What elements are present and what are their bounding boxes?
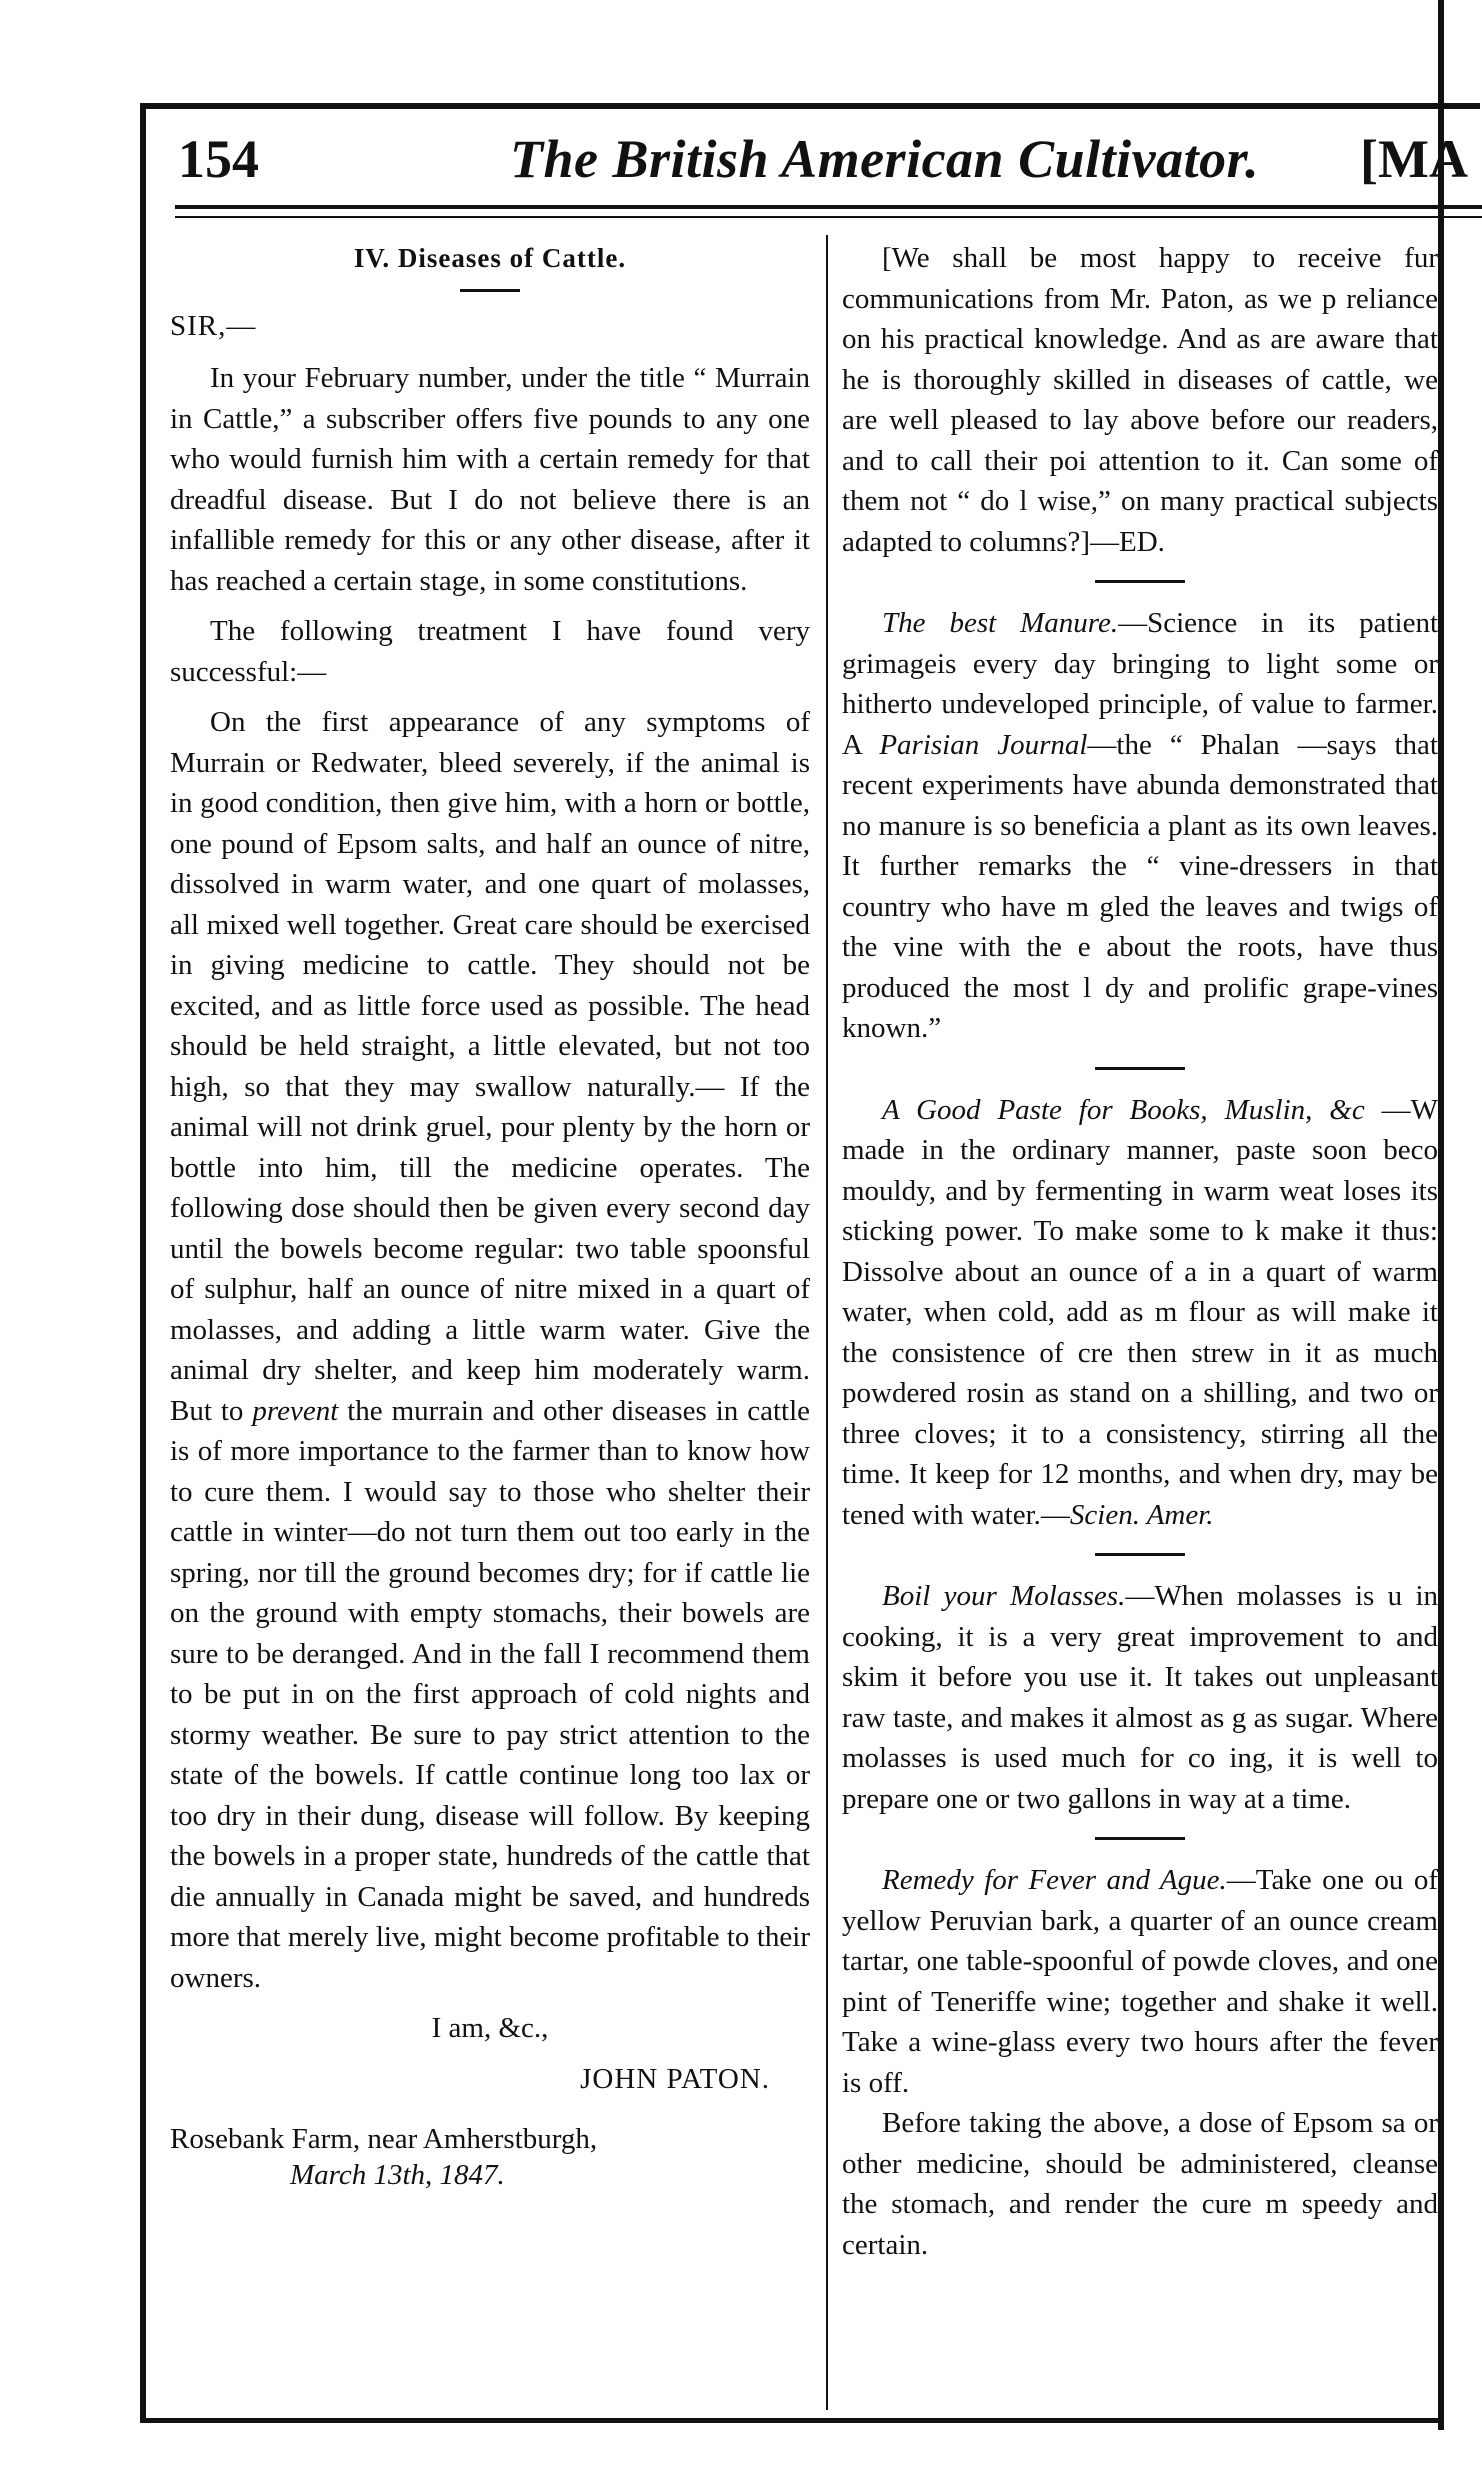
manure-text-2: —the “ Phalan —says that recent experiments have abunda demonstrated that no manure is so beneficia a plant as its own leaves. It further remarks the “ vine-dressers in that country who have m gled the leaves and twigs of the vine with the e about the roots, have thus produced the most l dy and prolific grape-vines known.” — [842, 728, 1438, 1044]
paragraph-2: The following treatment I have found very successful:— — [170, 615, 810, 688]
fever-article-2: Before taking the above, a dose of Epsom sa or other medicine, should be administered, cleanse the stomach, and render the cure m speedy and certain. — [842, 2107, 1438, 2261]
signature: JOHN PATON. — [580, 2062, 770, 2095]
heading-dash — [460, 289, 520, 292]
dateline — [170, 2121, 810, 2193]
closing: I am, &c., — [431, 2012, 549, 2044]
fever-text: —Take one ou of yellow Peruvian bark, a quarter of an ounce cream tartar, one table-spoonful of powde cloves, and one pint of Teneriffe wine; together and shake it well. Take a wine-glass every two hours after the fever is off. — [842, 1864, 1438, 2099]
separator-4 — [1095, 1837, 1185, 1840]
paste-text: —W made in the ordinary manner, paste soon beco mouldy, and by fermenting in warm weat loses its sticking power. To make some to k make it thus: Dissolve about an ounce of a in a quart of warm water, when cold, add as m flour as will make it the consistence of cre then strew in it as much powdered rosin as stand on a shilling, and two or three cloves; it to a consistency, stirring all the time. It keep for 12 months, and when dry, may be tened with water.— — [842, 1093, 1438, 1531]
fever-article — [842, 1860, 1438, 2103]
place-name: Rosebank Farm, near Amherstburgh, — [170, 2123, 598, 2155]
paste-article — [842, 1090, 1438, 1536]
page-header — [150, 122, 1482, 202]
separator-1 — [1095, 580, 1185, 583]
molasses-article — [842, 1576, 1438, 1819]
separator-2 — [1095, 1067, 1185, 1070]
article-heading: IV. Diseases of Cattle. — [353, 243, 627, 273]
manure-article — [842, 603, 1438, 1049]
paragraph-3 — [170, 702, 810, 1998]
top-border-rule — [140, 103, 1480, 109]
paragraph-3-part-b: the murrain and other diseases in cattle is of more importance to the farmer than to know how to cure them. I would say to those who shelter their cattle in winter—do not turn them out too early in the spring, nor till the ground becomes dry; for if cattle lie on the ground with empty stomachs, their bowels are sure to be deranged. And in the fall I recommend them to be put in on the first approach of cold nights and stormy weather. Be sure to pay strict attention to the state of the bowels. If cattle continue long too lax or too dry in their dung, disease will follow. By keeping the bowels in a proper state, hundreds of the cattle that die annually in Canada might be saved, and hundreds more that merely live, might become profitable to their owners. — [170, 1394, 810, 1994]
manure-journal: Parisian Journal — [879, 728, 1088, 761]
right-column — [842, 238, 1438, 2265]
separator-3 — [1095, 1553, 1185, 1556]
header-bottom-rule — [175, 205, 1482, 209]
paragraph-3-part-a: On the first appearance of any symptoms of Murrain or Redwater, bleed severely, if the animal is in good condition, then give him, with a horn or bottle, one pound of Epsom salts, and half an ounce of nitre, dissolved in warm water, and one quart of molasses, all mixed well together. Great care should be exercised in giving medicine to cattle. They should not be excited, and as little force used as possible. The head should be held straight, a little elevated, but not too high, so that they may swallow naturally.— If the animal will not drink gruel, pour plenty by the horn or bottle into him, till the medicine operates. The following dose should then be given every second day until the bowels become regular: two table spoonsful of sulphur, half an ounce of nitre mixed in a quart of molasses, and adding a little warm water. Give the animal dry shelter, and keep him moderately warm. But to — [170, 706, 810, 1427]
publication-title: The British American Cultivator. — [510, 129, 1260, 189]
emphasis-prevent: prevent — [252, 1394, 339, 1427]
header-bottom-rule-thin — [175, 216, 1482, 218]
paragraph-1: In your February number, under the title “ Murrain in Cattle,” a subscriber offers five pounds to any one who would furnish him with a certain remedy for that dreadful disease. But I do not believe there is an infallible remedy for this or any other disease, after it has reached a certain stage, in some constitutions. — [170, 362, 810, 597]
left-column — [170, 238, 810, 2193]
paste-source: Scien. Amer. — [1069, 1498, 1214, 1531]
month-fragment: [MA — [1360, 129, 1468, 189]
column-divider — [826, 235, 828, 2410]
molasses-title: Boil your Molasses. — [882, 1580, 1126, 1612]
page-number: 154 — [178, 129, 259, 189]
paste-title: A Good Paste for Books, Muslin, &c — [882, 1093, 1365, 1126]
manure-title: The best Manure. — [882, 607, 1119, 639]
manure-text: —Science in its patient grimageis every day bringing to light some or hitherto undeveloped principle, of value to farmer. A — [842, 607, 1438, 761]
right-border-rule — [1438, 0, 1444, 2430]
date: March 13th, 1847. — [290, 2159, 505, 2191]
salutation: SIR,— — [170, 309, 257, 342]
fever-title: Remedy for Fever and Ague. — [882, 1864, 1227, 1896]
molasses-text: —When molasses is u in cooking, it is a very great improvement to and skim it before you use it. It takes out unpleasant raw taste, and makes it almost as g as sugar. Where molasses is used much for co ing, it is well to prepare one or two gallons in way at a time. — [842, 1580, 1438, 1815]
editor-note: [We shall be most happy to receive fur communications from Mr. Paton, as we p reliance on his practical knowledge. And as are aware that he is thoroughly skilled in diseases of cattle, we are well pleased to lay above before our readers, and to call their poi attention to it. Can some of them not “ do l wise,” on many practical subjects adapted to columns?]—ED. — [842, 242, 1438, 558]
left-border-rule — [140, 103, 146, 2423]
bottom-border-rule — [140, 2418, 1444, 2423]
